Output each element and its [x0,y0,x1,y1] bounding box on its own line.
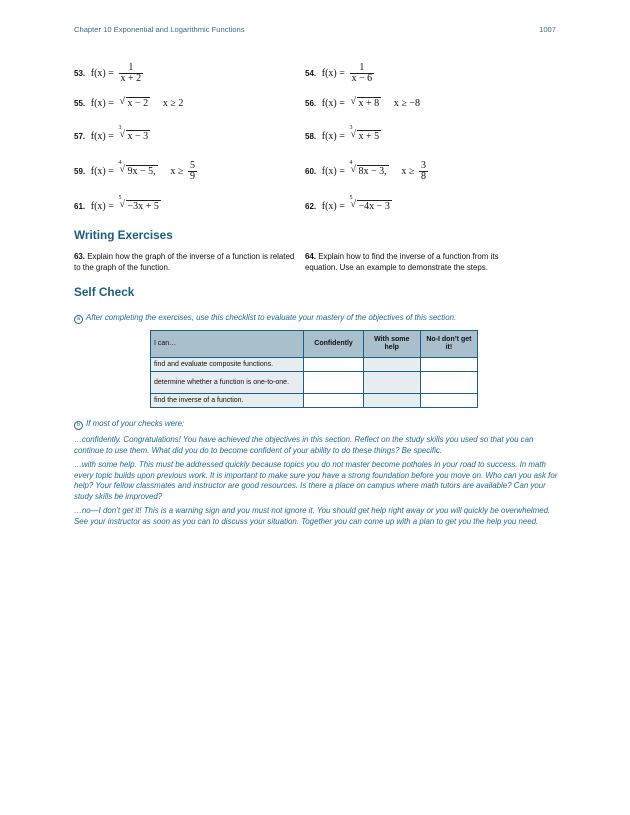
checkbox-cell-with-some-help[interactable] [363,372,420,394]
radical-sign: √ [119,96,126,107]
function-lhs: f(x) = [90,201,114,212]
radicand: x − 3 [127,131,149,142]
function-lhs: f(x) = [321,201,345,212]
exercise-number: 53. [74,69,86,79]
denominator: 9 [189,171,195,182]
radical-sign: √ [350,164,357,176]
self-check-instruction-a [74,313,556,324]
column-header: No-I don’t get it! [420,331,477,358]
radical-sign: √ [119,129,126,140]
exercise-number: 54. [305,69,317,79]
radicand: 8x − 3, [358,166,387,178]
exercise-57 [74,125,150,150]
radical [349,125,382,142]
exercise-number: 64. [305,252,316,261]
exercise-59 [74,161,197,181]
exercise-number: 59. [74,167,86,177]
exercise-number: 62. [305,202,317,211]
exercise-number: 55. [74,99,86,108]
exercise-54 [305,63,374,83]
numerator: 1 [350,63,375,74]
exercise-number: 61. [74,202,86,211]
function-lhs: f(x) = [321,68,345,80]
radical [349,195,392,212]
page-number: 1007 [539,25,556,34]
checkbox-cell-confidently[interactable] [304,358,363,372]
radical-index: 4 [118,160,122,167]
radical [118,160,158,178]
exercise-number: 63. [74,252,85,261]
condition-fraction [419,161,428,182]
domain-condition: x ≥ [401,166,415,178]
function-lhs: f(x) = [90,131,114,142]
page-header [74,25,556,37]
fraction [350,63,375,84]
radical-sign: √ [119,164,126,176]
function-lhs: f(x) = [90,98,114,109]
checkbox-cell-dont-get-it[interactable] [420,394,477,408]
function-lhs: f(x) = [90,166,114,178]
radicand: −4x − 3 [358,201,390,212]
radical-sign: √ [119,199,126,210]
exercise-56 [305,97,420,117]
objective-cell: find the inverse of a function. [151,394,304,408]
radical-index: 3 [118,125,122,131]
exercise-number: 58. [305,132,317,141]
checkbox-cell-confidently[interactable] [304,394,363,408]
table-row [151,394,478,408]
chapter-title: Chapter 10 Exponential and Logarithmic Functions [74,25,245,34]
exercise-text: Explain how to find the inverse of a function from its equation. Use an example to demonstrate the steps. [305,252,499,272]
denominator: 8 [420,171,426,182]
writing-exercise-64 [305,252,529,273]
instruction-text: If most of your checks were: [86,419,185,428]
radical [349,160,389,178]
feedback-confidently: …confidently. Congratulations! You have achieved the objectives in this section. Reflect on the study skills you used so that you can continue to use them. What did you do to become confident of your ability to do these things? Be specific. [74,435,534,455]
instruction-text: After completing the exercises, use this checklist to evaluate your mastery of the objectives of this section. [86,313,457,322]
fraction [119,63,144,84]
exercise-number: 56. [305,99,317,108]
radical-index: 5 [349,195,353,201]
radicand: x + 8 [358,98,380,109]
function-lhs: f(x) = [90,68,114,80]
self-check-heading: Self Check [74,285,135,299]
exercise-number: 57. [74,132,86,141]
numerator: 1 [119,63,144,74]
radical-index: 5 [118,195,122,201]
table-header-row [151,331,478,358]
function-lhs: f(x) = [321,98,345,109]
checkbox-cell-with-some-help[interactable] [363,358,420,372]
checkbox-cell-dont-get-it[interactable] [420,358,477,372]
radical-sign: √ [350,96,357,107]
function-lhs: f(x) = [321,166,345,178]
domain-condition: x ≥ 2 [162,98,184,109]
radical-sign: √ [350,199,357,210]
checkbox-cell-with-some-help[interactable] [363,394,420,408]
objective-cell: determine whether a function is one-to-one. [151,372,304,394]
feedback-with-some-help: …with some help. This must be addressed quickly because topics you do not master become potholes in your road to success. In math every topic builds upon previous work. It is important to make sure you have a strong foundation before you move on. Who can you ask for help? Your fellow classmates and instructor are good resources. Is there a place on campus where math tutors are available? Can your study skills be improved? [74,460,558,501]
radicand: x + 5 [358,131,380,142]
numerator: 5 [189,160,195,171]
exercise-55 [74,97,183,117]
circled-a-icon: a [74,315,83,324]
exercise-53 [74,63,143,83]
radical [119,97,151,109]
checkbox-cell-dont-get-it[interactable] [420,372,477,394]
writing-exercise-63 [74,252,298,273]
exercise-58 [305,125,381,150]
condition-fraction [188,161,197,182]
circled-b-icon: b [74,421,83,430]
feedback-dont-get-it: …no—I don’t get it! This is a warning sign and you must not ignore it. You should get help right away or you will quickly be overwhelmed. See your instructor as soon as you can to discuss your situation. Together you can come up with a plan to get you the help you need. [74,506,551,526]
objective-cell: find and evaluate composite functions. [151,358,304,372]
column-header: With some help [363,331,420,358]
column-header: Confidently [304,331,363,358]
exercise-60 [305,161,428,181]
radicand: −3x + 5 [127,201,159,212]
table-row [151,358,478,372]
radicand: 9x − 5, [127,166,156,178]
denominator: x − 6 [351,73,373,84]
exercise-62 [305,195,392,220]
exercise-text: Explain how the graph of the inverse of a function is related to the graph of the function. [74,252,295,272]
exercise-61 [74,195,161,220]
self-check-instruction-b [74,419,556,430]
domain-condition: x ≥ −8 [393,98,420,109]
radical-sign: √ [350,129,357,140]
radical [350,97,382,109]
domain-condition: x ≥ [170,166,184,178]
writing-exercises-heading: Writing Exercises [74,228,173,242]
column-header: I can… [151,331,304,358]
radical-index: 4 [349,160,353,167]
radical [118,195,161,212]
exercise-number: 60. [305,167,317,177]
self-check-table [150,330,478,408]
function-lhs: f(x) = [321,131,345,142]
radical-index: 3 [349,125,353,131]
radicand: x − 2 [127,98,149,109]
numerator: 3 [420,160,426,171]
denominator: x + 2 [120,73,142,84]
table-row [151,372,478,394]
radical [118,125,151,142]
checkbox-cell-confidently[interactable] [304,372,363,394]
